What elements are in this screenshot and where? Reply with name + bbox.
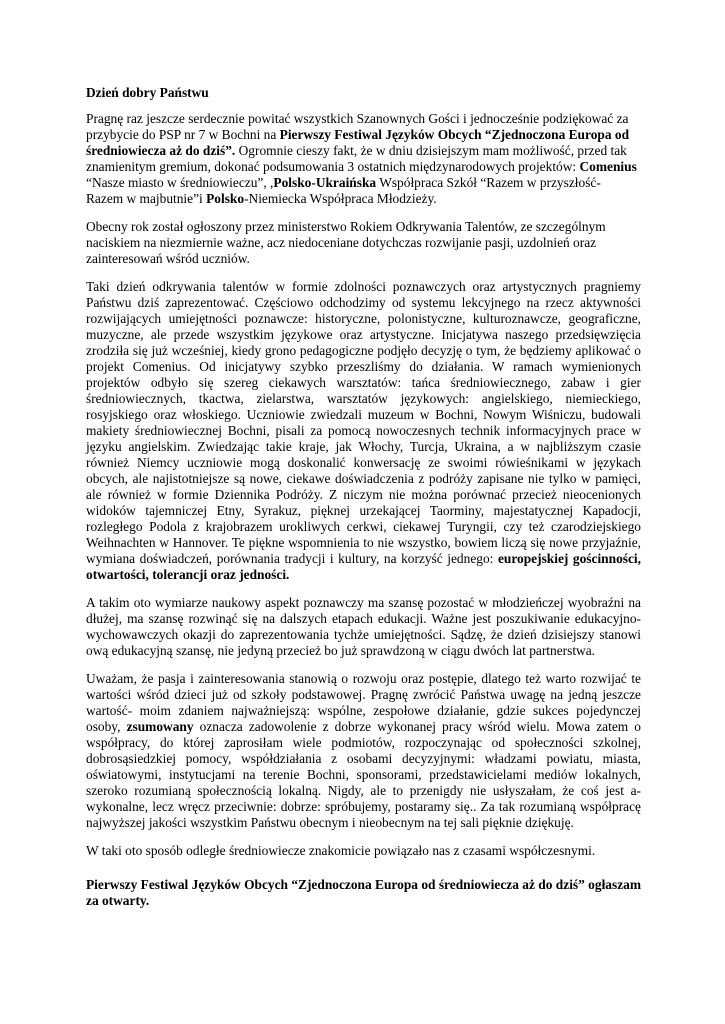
polish-bold: Polsko	[206, 191, 245, 206]
intro-text-5: -Niemiecka Współpraca Młodzieży.	[244, 191, 437, 206]
summed-bold: zsumowany	[126, 719, 194, 734]
intro-text-3: “Nasze miasto w średniowieczu”, ,	[86, 175, 274, 190]
paragraph-medieval: W taki oto sposób odległe średniowiecze znakomicie powiązało nas z czasami współczesnymi.	[86, 843, 596, 858]
comenius-bold: Comenius	[579, 159, 637, 174]
greeting-heading: Dzień dobry Państwu	[86, 85, 209, 100]
cooperation-text-1: Uważam, że pasja i zainteresowania stanowią o rozwoju oraz postępie, dlatego też warto rozwijać te wartości wśród dzieci już od szkoły podstawowej. Pragnę zwrócić Państwa uwagę na jedną jeszcze wartość- moim zdaniem najważniejszą: wspólne, zespołowe działanie, gdzie sukces pojedynczej osoby,	[86, 671, 641, 734]
polish-ukrainian-bold: Polsko-Ukraińska	[273, 175, 377, 190]
paragraph-education: A takim oto wymiarze naukowy aspekt poznawczy ma szansę pozostać w młodzieńczej wyobraźni na dłużej, ma szansę rozwinąć się na dalszych etapach edukacji. Ważne jest poszukiwanie edukacyjno-wychowawczych okazji do zaprezentowania tychże umiejętności. Sądzę, że dzień dzisiejszy stanowi ową edukacyjną szansę, nie jedyną przecież bo już sprawdzoną w ciągu dwóch lat partnerstwa.	[86, 595, 641, 658]
paragraph-talents-year: Obecny rok został ogłoszony przez ministerstwo Rokiem Odkrywania Talentów, ze szczególnym naciskiem na niezmiernie ważne, acz niedoceniane dotychczas rozwijanie pasji, uzdolnień oraz zainteresowań wśród uczniów.	[86, 219, 606, 266]
projects-text: Taki dzień odkrywania talentów w formie zdolności poznawczych oraz artystycznych pragniemy Państwu dziś zaprezentować. Częściowo odchodzimy od systemu lekcyjnego na rzecz aktywności rozwijających umiejętności poznawcze: historyczne, polonistyczne, kulturoznawcze, geograficzne, muzyczne, ale przede wszystkim językowe oraz artystyczne. Inicjatywa naszego przedsięwzięcia zrodziła się już wcześniej, kiedy grono pedagogiczne podjęło decyzję o tym, że będziemy aplikować o projekt Comenius. Od inicjatywy szybko przeszliśmy do działania. W ramach wymienionych projektów odbyło się szereg ciekawych warsztatów: tańca średniowiecznego, zabaw i gier średniowiecznych, tkactwa, zielarstwa, warsztatów językowych: angielskiego, niemieckiego, rosyjskiego oraz włoskiego. Uczniowie zwiedzali muzeum w Bochni, Nowym Wiśniczu, budowali makiety średniowiecznej Bochni, pisali za pomocą nowoczesnych technik informacyjnych prace w języku angielskim. Zwiedzając takie kraje, jak Włochy, Turcja, Ukraina, a w najbliższym czasie również Niemcy uczniowie mogą doskonalić konwersację ze swoimi rówieśnikami w językach obcych, ale najistotniejsze są nowe, ciekawe doświadczenia z podróży zapisane nie tylko w pamięci, ale również w formie Dziennika Podróży. Z niczym nie można porównać przecież nieocenionych widoków tajemniczej Etny, Syrakuz, pięknej urzekającej Taorminy, majestatycznej Kapadocji, rozległego Podola z krajobrazem urokliwych cerkwi, ciekawej Turyngii, czy też czarodziejskiego Weihnachten w Hannover. Te piękne wspomnienia to nie wszystko, bowiem liczą się nowe przyjaźnie, wymiana doświadczeń, porównania tradycji i kultury, na korzyść jednego:	[86, 279, 641, 566]
intro-text-1: Pragnę raz jeszcze serdecznie powitać wszystkich Szanownych Gości i jednocześnie podziękować za przybycie do PSP nr 7 w Bochni na	[86, 111, 629, 142]
intro-text-2: Ogromnie cieszy fakt, że w dniu dzisiejszym mam możliwość, przed tak znamienitym gremium, dokonać podsumowania 3 ostatnich międzynarodowych projektów:	[86, 143, 627, 174]
paragraph-cooperation	[86, 671, 641, 831]
values-bold: europejskiej gościnności, otwartości, tolerancji oraz jedności.	[86, 551, 641, 582]
paragraph-projects	[86, 279, 641, 583]
closing-statement: Pierwszy Festiwal Języków Obcych “Zjednoczona Europa od średniowiecza aż do dziś” ogłaszam za otwarty.	[86, 877, 641, 908]
cooperation-text-2: oznacza zadowolenie z dobrze wykonanej pracy wśród wielu. Mowa zatem o współpracy, do której zaprosiłam wiele podmiotów, rozpoczynając od społeczności szkolnej, dobrosąsiedzkiej pomocy, współdziałania z osobami decyzyjnymi: władzami powiatu, miasta, oświatowymi, instytucjami na terenie Bochni, sponsorami, przedstawicielami mediów lokalnych, szeroko rozumianą społecznością lokalną. Nigdy, ale to przenigdy nie usłyszałam, że coś jest a-wykonalne, lecz wręcz przeciwnie: dobrze: spróbujemy, postaramy się.. Za tak rozumianą współpracę najwyższej jakości wszystkim Państwu obecnym i nieobecnym na tej sali pięknie dziękuję.	[86, 719, 641, 830]
intro-text-4: Współpraca Szkół “Razem w przyszłość- Razem w majbutnie”i	[86, 175, 601, 206]
paragraph-intro	[86, 111, 641, 207]
festival-name-bold: Pierwszy Festiwal Języków Obcych “Zjednoczona Europa od średniowiecza aż do dziś”.	[86, 127, 630, 158]
